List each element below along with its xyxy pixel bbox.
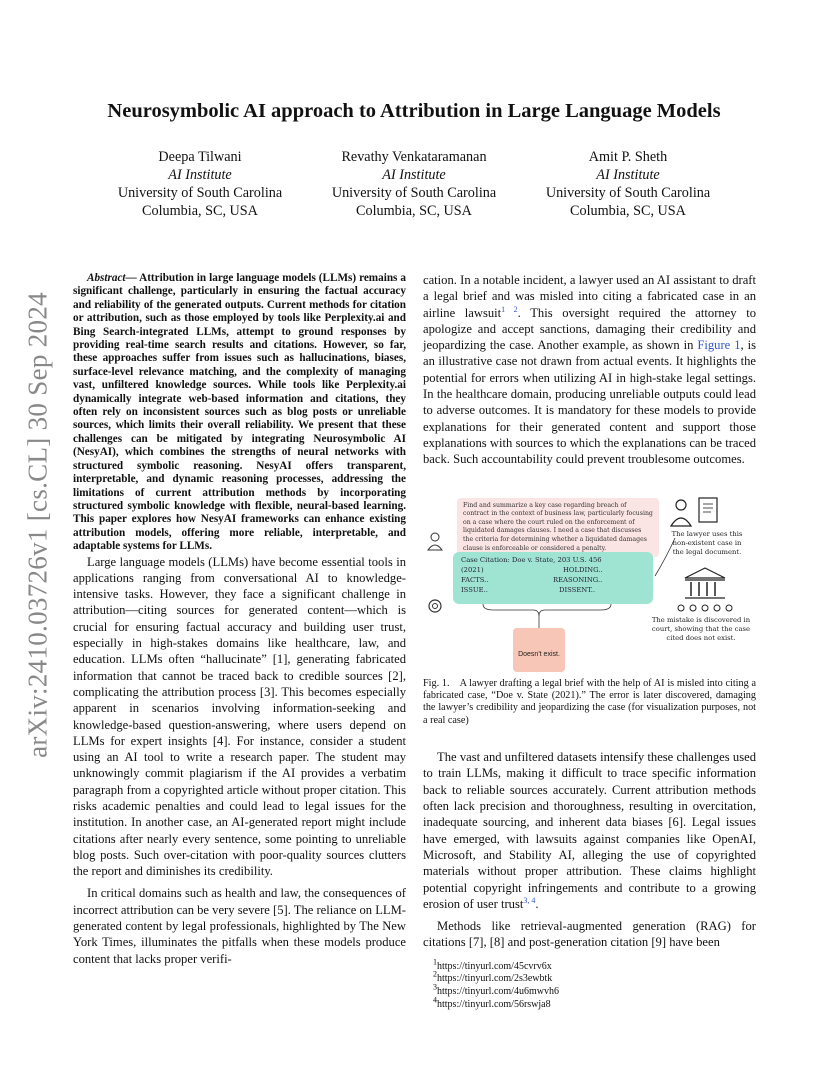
footnote-number: 3: [433, 982, 437, 992]
arxiv-id: arXiv:2410.03726v1 [cs.CL] 30 Sep 2024: [22, 292, 53, 758]
footnote-url[interactable]: https://tinyurl.com/45cvrv6x: [437, 960, 552, 972]
intro-paragraph-2: In critical domains such as health and law, the consequences of incorrect attribution can be very severe [5]. The reliance on LLM-generated content by legal professionals, highlighted by The New York Times, illuminates the pitfalls when these models produce content that lacks proper verifi-: [73, 886, 407, 966]
audience-icon: [678, 605, 732, 611]
author-name: Amit P. Sheth: [588, 149, 668, 165]
arxiv-sidebar-stamp: [18, 290, 58, 760]
user-icon: [428, 533, 442, 550]
text-span: The vast and unfiltered datasets intensify these challenges used to train LLMs, making it difficult to trace specific information back to reliable sources accurately. Current attribution methods often lack precision and thoroughness, resulting in overcitation, inadequate sourcing, and inherent data biases [6]. Legal issues have emerged, with lawsuits against companies like OpenAI, Microsoft, and Stability AI, alleging the use of copyrighted materials without proper attribution. These claims highlight potential copyright infringements and contribute to a growing erosion of user trust: [423, 750, 756, 911]
author-name: Revathy Venkataramanan: [341, 149, 487, 165]
author-affiliation: AI Institute: [168, 167, 232, 183]
author-location: Columbia, SC, USA: [570, 203, 686, 219]
caption-text: A lawyer drafting a legal brief with the help of AI is misled into citing a fabricated case, “Doe v. State (2021).” The error is later discovered, damaging the lawyer’s credibility and jeopardizing the case (for visualization purposes, not a real case): [423, 677, 756, 726]
answer-holding: HOLDING..: [563, 565, 603, 574]
right-paragraph-3: Methods like retrieval-augmented generation (RAG) for citations [7], [8] and post-generation citation [9] have been: [423, 919, 756, 950]
author-3: [523, 148, 733, 220]
footnote-3: [423, 982, 756, 999]
right-column: [423, 272, 756, 1011]
abstract-text: — Attribution in large language models (LLMs) remains a significant challenge, particularly in ensuring the factual accuracy and reliability of the generated outputs. Current methods for citation or attribution, such as those employed by tools like Perplexity.ai and Bing Search-integrated LLMs, attempt to ground responses by providing real-time search results and citations. However, so far, these approaches suffer from issues such as hallucinations, biases, surface-level relevance matching, and the complexity of managing vast, unfiltered knowledge sources. While tools like Perplexity.ai dynamically integrate web-based information and citations, they often rely on inconsistent sources such as blog posts or unreliable sources, which limits their overall reliability. We present that these challenges can be mitigated by integrating Neurosymbolic AI (NesyAI), which combines the strengths of neural networks with structured symbolic reasoning. NesyAI offers transparent, interpretable, and dynamic reasoning processes, addressing the limitations of current attribution methods by incorporating structured symbolic knowledge with flexible, neural-based learning. This paper explores how NesyAI frameworks can enhance existing attribution models, offering more reliable, interpretable, and adaptable systems for LLMs.: [73, 272, 406, 553]
footnote-ref-3-4[interactable]: 3, 4: [523, 895, 536, 905]
footnotes: [423, 957, 756, 1011]
answer-dissent: DISSENT..: [559, 585, 596, 594]
author-university: University of South Carolina: [331, 185, 497, 201]
answer-bubble: [453, 552, 653, 604]
figure-1-link[interactable]: Figure 1: [697, 338, 741, 353]
answer-reasoning: REASONING..: [553, 575, 603, 584]
footnote-url[interactable]: https://tinyurl.com/4u6mwvh6: [437, 985, 559, 997]
author-location: Columbia, SC, USA: [142, 203, 258, 219]
footnote-url[interactable]: https://tinyurl.com/56rswja8: [437, 998, 551, 1010]
document-icon: [699, 498, 717, 522]
footnote-2: [423, 970, 756, 986]
footnote-url[interactable]: https://tinyurl.com/2s3ewbtk: [437, 973, 553, 985]
author-university: University of South Carolina: [117, 185, 283, 201]
author-affiliation: AI Institute: [382, 167, 446, 183]
footnote-4: [423, 995, 756, 1012]
lawyer-note: The lawyer uses this non-existent case in the legal document.: [671, 529, 743, 556]
answer-citation: Case Citation: Doe v. State, 203 U.S. 456: [461, 555, 602, 564]
abstract: [73, 272, 406, 554]
figure-1-caption: [423, 678, 756, 728]
author-affiliation: AI Institute: [596, 167, 660, 183]
court-note: The mistake is discovered in court, showing that the case cited does not exist.: [651, 615, 751, 642]
footnote-number: 4: [433, 995, 437, 1005]
intro-paragraph-1: Large language models (LLMs) have become essential tools in applications ranging from conversational AI to knowledge-intensive tasks. However, they face a significant challenge in attribution—citing sources for generated content—which is crucial for ensuring factual accuracy and building user trust, especially in high-stakes domains like healthcare, law, and education. LLMs often “hallucinate” [1], generating fabricated information that cannot be traced back to credible sources [2], complicating the attribution process [3]. This becomes especially apparent in scenarios involving information-seeking and knowledge-based question-answering, where users depend on LLMs for expert insights [4]. For instance, consider a student using an AI tool to write a research paper. The student may unknowingly commit plagiarism if the AI provides a verbatim paragraph from a copyrighted article without proper citation. This risks academic penalties and could lead to legal issues for the institution. In another case, an AI-generated report might include citations after nearly every sentence, some pointing to unreliable blog posts. Such over-citation with poor-quality sources clutters the report and diminishes its credibility.: [73, 554, 406, 879]
right-paragraph-1: [423, 272, 756, 468]
text-span: , is an illustrative case not drawn from actual events. It highlights the potential for errors when utilizing AI in high-stake legal settings. In the healthcare domain, producing unreliable outputs could lead to adverse outcomes. It is mandatory for these models to provide explanations for their generated content and support those explanations with sources to which the explanations can be traced back. Such accountability could prevent troublesome outcomes.: [423, 338, 757, 467]
author-block: [95, 148, 733, 220]
lawyer-icon: [671, 500, 691, 526]
footnote-number: 2: [433, 970, 437, 980]
figure-1: [423, 486, 756, 672]
doesnt-exist-box: [513, 628, 565, 672]
ai-assistant-icon: [429, 600, 441, 612]
answer-brace: [483, 604, 611, 616]
author-2: [309, 148, 519, 220]
footnote-number: 1: [433, 957, 437, 967]
left-column: [73, 272, 406, 967]
author-1: [95, 148, 305, 220]
answer-year: (2021): [461, 565, 484, 574]
right-paragraph-2: The vast and unfiltered datasets intensify these challenges used to train LLMs, making it difficult to trace specific information back to reliable sources accurately. Current attribution methods often lack precision and thoroughness, resulting in overcitation, inadequate sourcing, and inherent data biases [6]. Legal issues have emerged, with lawsuits against companies like OpenAI, Microsoft, and Stability AI, alleging the use of copyrighted materials without proper attribution. These claims highlight potential copyright infringements and contribute to a growing erosion of user trust$^{3, 4}$.: [423, 750, 756, 911]
caption-label: Fig. 1.: [423, 677, 450, 689]
text-span: . This oversight required the attorney to apologize and accept sanctions, damaging their credibility and jeopardizing the case. Another example, as shown in: [423, 305, 756, 353]
paper-title: Neurosymbolic AI approach to Attribution in Large Language Models: [107, 100, 721, 122]
answer-issue: ISSUE..: [461, 585, 488, 594]
author-university: University of South Carolina: [545, 185, 711, 201]
footnote-ref-1-2[interactable]: 1 2: [501, 304, 518, 314]
prompt-bubble: Find and summarize a key case regarding breach of contract in the context of business law, particularly focusing on a case where the court ruled on the enforcement of liquidated damages clauses. I need a case that discusses the criteria for determining whether a liquidated damages clause is enforceable or considered a penalty.: [457, 498, 659, 558]
footnote-1: [423, 957, 756, 974]
abstract-label: Abstract: [87, 272, 126, 284]
courthouse-icon: [685, 568, 725, 598]
author-name: Deepa Tilwani: [158, 149, 242, 165]
answer-facts: FACTS..: [461, 575, 489, 584]
doesnt-exist-label: Doesn't exist.: [518, 650, 560, 658]
text-span: cation. In a notable incident, a lawyer used an AI assistant to draft a legal brief and was misled into citing a fabricated case in an airline lawsuit: [423, 273, 756, 320]
author-location: Columbia, SC, USA: [356, 203, 472, 219]
